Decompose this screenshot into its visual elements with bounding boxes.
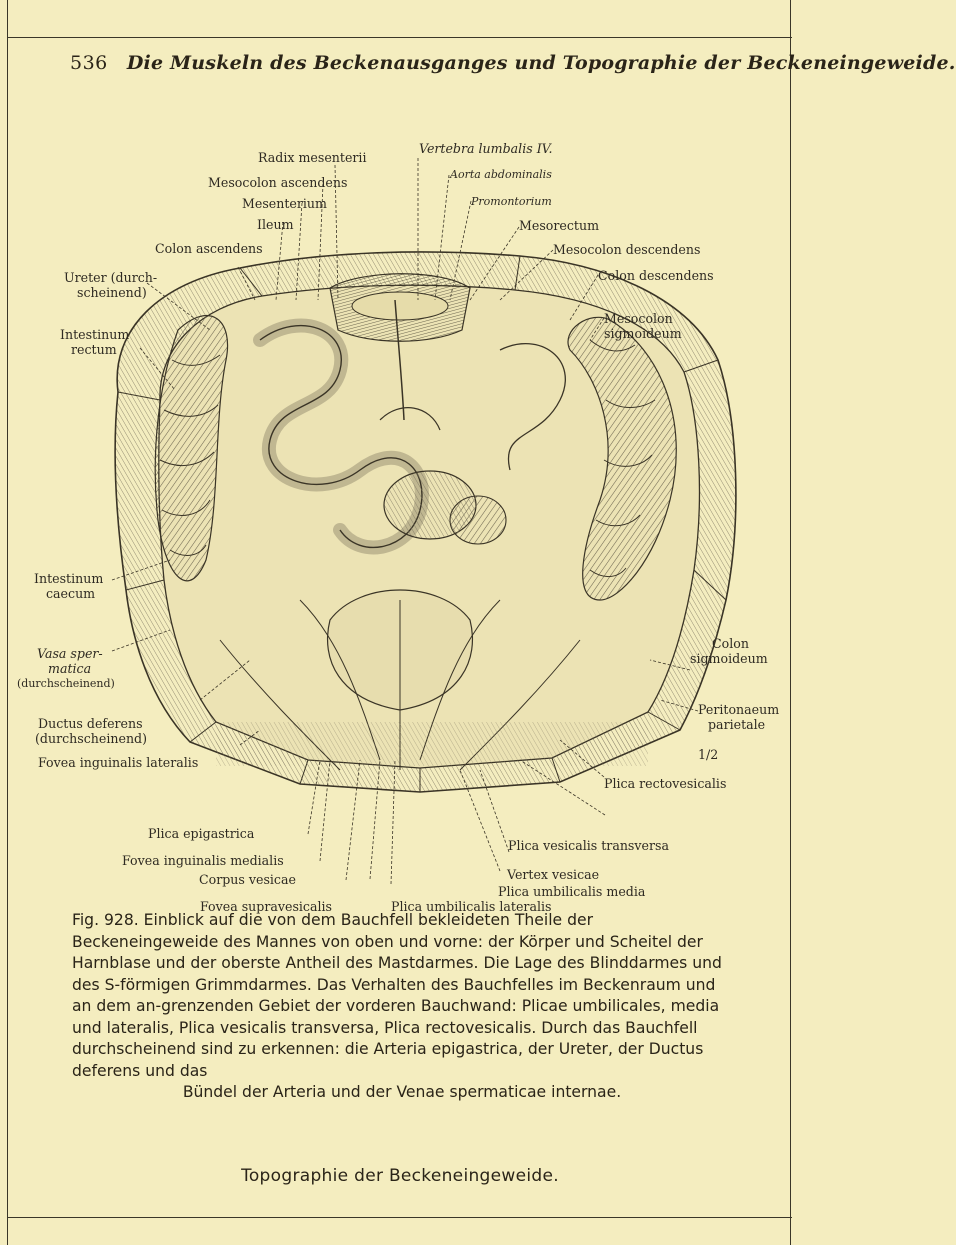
footer-title: Topographie der Beckeneingeweide.	[241, 1166, 559, 1186]
label-vasa-spermatica-1: Vasa sper-	[37, 646, 103, 661]
label-mesorectum: Mesorectum	[519, 218, 600, 233]
label-corpus-vesicae: Corpus vesicae	[199, 872, 296, 887]
label-plica-umbilicalis-lateralis: Plica umbilicalis lateralis	[391, 899, 552, 914]
label-plica-epigastrica: Plica epigastrica	[148, 826, 255, 841]
label-ductus-deferens-2: (durchscheinend)	[35, 731, 148, 746]
label-peritonaeum-1: Peritonaeum	[698, 702, 780, 717]
figure-caption	[72, 910, 732, 1104]
label-plica-umbilicalis-media: Plica umbilicalis media	[498, 884, 646, 899]
label-mesocolon-ascendens: Mesocolon ascendens	[208, 175, 348, 190]
label-mesocolon-sigmoideum-2: sigmoideum	[604, 326, 682, 341]
label-peritonaeum-2: parietale	[708, 717, 766, 732]
label-mesocolon-descendens: Mesocolon descendens	[553, 242, 701, 257]
label-ileum: Ileum	[257, 217, 294, 232]
label-intestinum-rectum-1: Intestinum	[60, 327, 130, 342]
label-colon-descendens: Colon descendens	[598, 268, 714, 283]
label-ureter-2: scheinend)	[77, 285, 147, 300]
label-scale: 1/2	[698, 747, 719, 762]
label-intestinum-caecum-1: Intestinum	[34, 571, 104, 586]
label-colon-sigmoideum-1: Colon	[712, 636, 749, 651]
label-fovea-supravesicalis: Fovea supravesicalis	[200, 899, 333, 914]
label-colon-ascendens: Colon ascendens	[155, 241, 263, 256]
label-fovea-inguinalis-medialis: Fovea inguinalis medialis	[122, 853, 284, 868]
label-promontorium: Promontorium	[471, 195, 552, 208]
label-vasa-spermatica-2: matica	[48, 661, 92, 676]
label-ureter-1: Ureter (durch-	[64, 270, 158, 285]
label-aorta-abdominalis: Aorta abdominalis	[450, 168, 552, 181]
caption-last-line: Bündel der Arteria und der Venae spermaticae internae.	[182, 1083, 622, 1101]
label-mesocolon-sigmoideum-1: Mesocolon	[604, 311, 673, 326]
label-colon-sigmoideum-2: sigmoideum	[690, 651, 768, 666]
label-fovea-inguinalis-lateralis: Fovea inguinalis lateralis	[38, 755, 199, 770]
label-radix-mesenterii: Radix mesenterii	[258, 150, 367, 165]
label-ductus-deferens-1: Ductus deferens	[38, 716, 143, 731]
caption-text: Fig. 928. Einblick auf die von dem Bauchfell bekleideten Theile der Beckeneingeweide des Mannes von oben und vorne: der Körper und Scheitel der Harnblase und der oberste Antheil des Mastdarmes. Die Lage des Blinddarmes und des S-förmigen Grimmdarmes. Das Verhalten des Bauchfelles im Beckenraum und an dem an-grenzenden Gebiet der vorderen Bauchwand: Plicae umbilicales, media und lateralis, Plica vesicalis transversa, Plica rectovesicalis. Durch das Bauchfell durchscheinend sind zu erkennen: die Arteria epigastrica, der Ureter, der Ductus deferens und das	[72, 911, 722, 1080]
label-mesenterium: Mesenterium	[242, 196, 327, 211]
running-title: Die Muskeln des Beckenausganges und Topographie der Beckeneingeweide.	[126, 52, 956, 74]
label-vertebra-lumbalis: Vertebra lumbalis IV.	[419, 141, 553, 156]
label-plica-vesicalis-transversa: Plica vesicalis transversa	[508, 838, 669, 853]
page-number: 536	[70, 52, 108, 74]
label-vertex-vesicae: Vertex vesicae	[507, 867, 600, 882]
label-vasa-spermatica-3: (durchscheinend)	[17, 677, 115, 690]
label-intestinum-rectum-2: rectum	[71, 342, 117, 357]
label-intestinum-caecum-2: caecum	[46, 586, 96, 601]
label-plica-rectovesicalis: Plica rectovesicalis	[604, 776, 727, 791]
